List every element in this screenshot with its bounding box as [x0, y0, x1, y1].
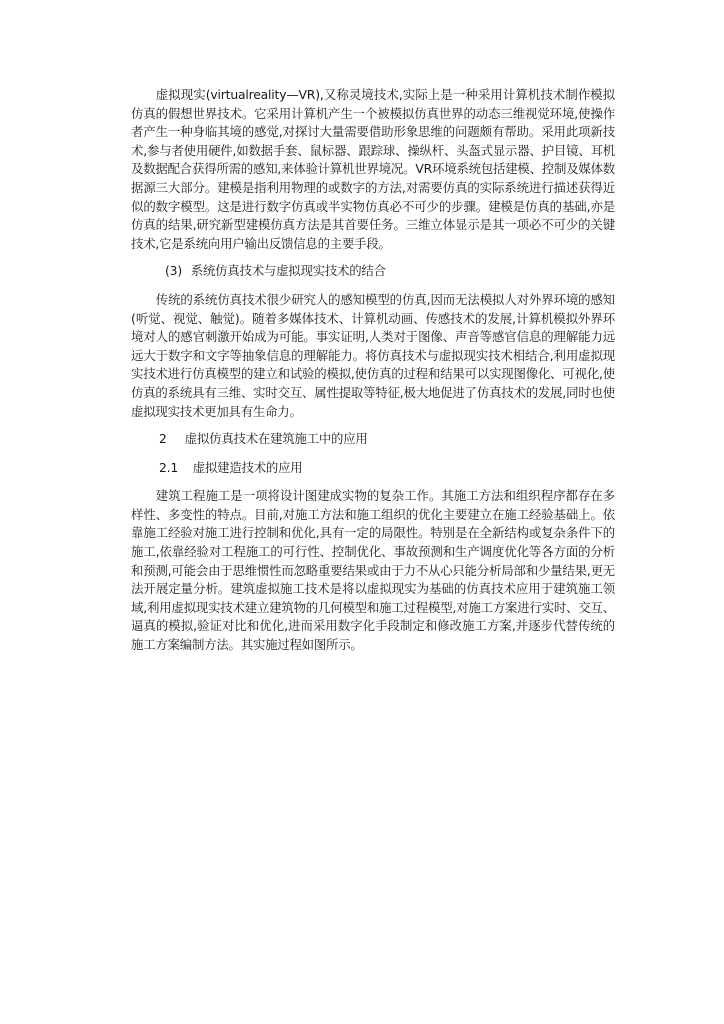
section-title: 虚拟仿真技术在建筑施工中的应用 [184, 431, 368, 447]
subsection-2-1-number: 2.1 [159, 459, 179, 475]
subsection-title: 系统仿真技术与虚拟现实技术的结合 [190, 263, 386, 279]
section-heading-2 [131, 430, 615, 449]
subsection-number: (3) [165, 263, 182, 279]
subsection-heading-2-1 [131, 459, 615, 478]
paragraph-vr-definition: 虚拟现实(virtualreality—VR),又称灵境技术,实际上是一种采用计算机技术制作模拟仿真的假想世界技术。它采用计算机产生一个被模拟仿真世界的动态三维视觉环境,使操作者产生一种身临其境的感觉,对探讨大量需要借助形象思维的问题颇有帮助。采用此项新技术,参与者使用硬件,如数据手套、鼠标器、跟踪球、操纵杆、头盔式显示器、护目镜、耳机及数据配合获得所需的感知,来体验计算机世界境况。VR环境系统包括建模、控制及媒体数据源三大部分。建模是指利用物理的或数字的方法,对需要仿真的实际系统进行描述获得近似的数字模型。这是进行数字仿真或半实物仿真必不可少的步骤。建模是仿真的基础,亦是仿真的结果,研究新型建模仿真方法是其首要任务。三维立体显示是其一项必不可少的关键技术,它是系统向用户输出反馈信息的主要手段。 [131, 87, 615, 251]
subsection-heading-3 [131, 262, 615, 281]
paragraph-virtual-construction: 建筑工程施工是一项将设计图建成实物的复杂工作。其施工方法和组织程序都存在多样性、多变性的特点。目前,对施工方法和施工组织的优化主要建立在施工经验基础上。依靠施工经验对施工进行控制和优化,具有一定的局限性。特别是在全新结构或复杂条件下的施工,依靠经验对工程施工的可行性、控制优化、事故预测和生产调度优化等各方面的分析和预测,可能会由于思维惯性而忽略重要结果或由于力不从心只能分析局部和少量结果,更无法开展定量分析。建筑虚拟施工技术是将以虚拟现实为基础的仿真技术应用于建筑施工领域,利用虚拟现实技术建立建筑物的几何模型和施工过程模型,对施工方案进行实时、交互、逼真的模拟,验证对比和优化,进而采用数字化手段制定和修改施工方案,并逐步代替传统的施工方案编制方法。其实施过程如图所示。 [131, 488, 615, 653]
subsection-2-1-title: 虚拟建造技术的应用 [192, 459, 303, 475]
section-number: 2 [159, 431, 167, 447]
paragraph-simulation-vr-combination: 传统的系统仿真技术很少研究人的感知模型的仿真,因而无法模拟人对外界环境的感知(听觉、视觉、触觉)。随着多媒体技术、计算机动画、传感技术的发展,计算机模拟外界环境对人的感官刺激开始成为可能。事实证明,人类对于图像、声音等感官信息的理解能力远远大于数字和文字等抽象信息的理解能力。将仿真技术与虚拟现实技术相结合,利用虚拟现实技术进行仿真模型的建立和试验的模拟,使仿真的过程和结果可以实现图像化、可视化,使仿真的系统具有三维、实时交互、属性提取等特征,极大地促进了仿真技术的发展,同时也使虚拟现实技术更加具有生命力。 [131, 291, 616, 419]
document-page [131, 86, 615, 655]
